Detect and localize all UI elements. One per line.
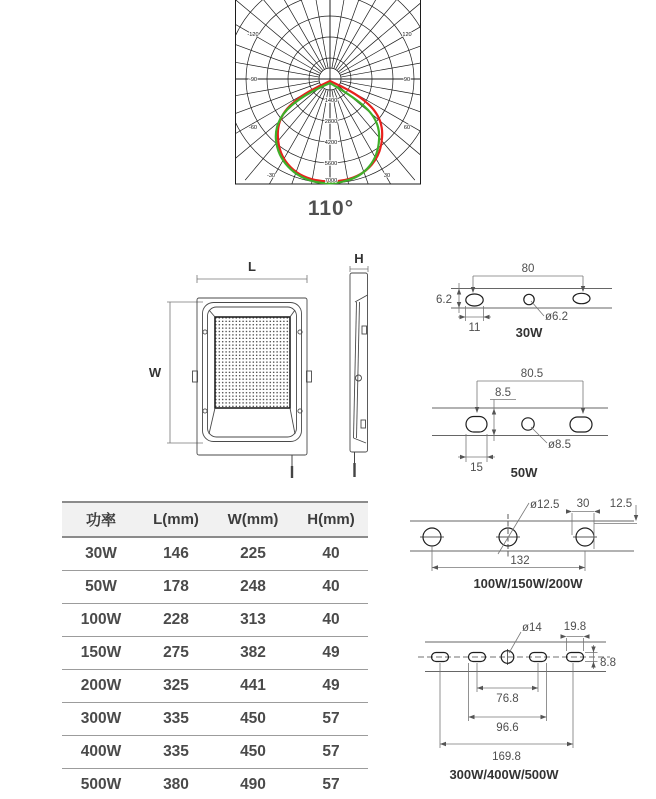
dim-hole-dia-30w [531,301,568,323]
cell-power: 30W [85,545,117,562]
dim-label: 132 [510,555,530,567]
cell-h: 57 [322,743,340,760]
dim-label: 8.5 [495,387,511,399]
intensity-label: 1400 [324,98,338,104]
intensity-label: 5600 [324,161,338,167]
width-dimension [149,302,203,443]
dim-label: 12.5 [609,498,633,510]
dim-label: 11 [468,322,481,334]
table-row [62,637,368,670]
dim-hole-dia-300-500w [509,622,542,653]
cell-w: 382 [240,644,266,661]
cell-l: 335 [163,710,189,727]
dim-label: ø14 [522,622,542,634]
column-header: L(mm) [153,511,199,528]
angle-label: -120 [247,32,259,38]
dim-label: 96.6 [496,722,519,734]
intensity-label: 2800 [324,119,338,125]
length-label: L [248,259,256,274]
dim-label: ø6.2 [545,311,569,323]
dim-span-outer-300-500w [440,663,573,763]
dim-label: 30 [576,498,590,510]
cell-power: 400W [80,743,122,760]
cell-w: 450 [240,710,266,727]
cell-h: 49 [322,644,340,661]
dim-label: ø8.5 [548,439,572,451]
dim-label: 15 [470,462,483,474]
width-label: W [148,365,162,380]
cell-power: 200W [80,677,122,694]
dim-label: ø12.5 [530,499,560,511]
mounting-diagram-100-200w [408,492,656,594]
cell-power: 50W [85,578,117,595]
diagram-label-300-500w: 300W/400W/500W [449,767,559,782]
mounting-diagram-300-500w [408,608,656,792]
cell-w: 225 [240,545,266,562]
dim-slot-len-300-500w [561,621,590,651]
photometric-polar-chart [225,0,431,196]
diagram-label-50w: 50W [510,465,538,480]
cell-l: 146 [163,545,189,562]
cell-w: 248 [240,578,266,595]
angle-label: -90 [248,77,258,83]
dim-label: 19.8 [563,621,587,633]
cell-h: 57 [322,710,340,727]
cell-l: 228 [163,611,189,628]
dim-slot-width-30w [458,306,491,334]
table-row [62,736,368,769]
mounting-diagram-30w [428,253,656,345]
product-dimension-views [110,245,400,485]
cell-power: 300W [80,710,122,727]
dim-hole-dia-50w [531,427,571,451]
cell-w: 490 [240,776,266,793]
dim-label: 8.8 [600,657,616,669]
column-header: 功率 [85,512,116,529]
beam-angle-label: 110° [307,197,355,220]
side-view-drawing [350,273,368,477]
angle-label: -60 [248,125,258,131]
cell-power: 500W [80,776,122,793]
cell-w: 441 [240,677,266,694]
table-row [62,538,368,571]
diagram-label-100-200w: 100W/150W/200W [473,576,583,591]
diagram-label-30w: 30W [515,325,543,340]
column-header: H(mm) [307,511,355,528]
cell-power: 100W [80,611,122,628]
angle-label: 60 [403,125,411,131]
cell-w: 313 [240,611,266,628]
dim-label: 6.2 [436,294,452,306]
mounting-diagram-50w [428,362,656,484]
cell-l: 178 [163,578,189,595]
dim-span-100-200w [432,546,585,571]
dim-label: 76.8 [496,693,519,705]
dim-label: 80 [521,263,535,275]
cell-power: 150W [80,644,122,661]
height-dimension [350,251,368,272]
cell-h: 57 [322,776,340,793]
cell-l: 325 [163,677,189,694]
led-panel [215,317,290,408]
column-header: W(mm) [227,511,279,528]
cell-h: 49 [322,677,340,694]
height-label: H [354,251,364,266]
dim-span-50w [475,368,585,414]
intensity-label: 7000 [324,178,338,184]
intensity-label: 4200 [324,140,338,146]
table-row [62,769,368,799]
cell-h: 40 [322,578,340,595]
table-row [62,604,368,637]
table-row [62,703,368,736]
angle-label: -30 [266,173,276,179]
table-row [62,670,368,703]
dim-offset-50w [490,387,516,441]
dim-b-100-200w [594,498,638,524]
spec-table [62,501,368,799]
dim-label: 169.8 [492,751,521,763]
dim-span-inner-300-500w [477,663,538,705]
angle-label: 120 [402,32,412,38]
dim-slot-width-50w [458,434,495,474]
dim-label: 80.5 [520,368,544,380]
cell-w: 450 [240,743,266,760]
length-dimension [197,259,307,283]
cell-l: 275 [163,644,189,661]
angle-label: 90 [403,77,411,83]
cell-l: 380 [163,776,189,793]
cell-h: 40 [322,545,340,562]
front-view-drawing [193,298,312,478]
cell-h: 40 [322,611,340,628]
table-row [62,571,368,604]
angle-label: 30 [383,173,391,179]
spec-table-header [62,501,368,538]
cell-l: 335 [163,743,189,760]
